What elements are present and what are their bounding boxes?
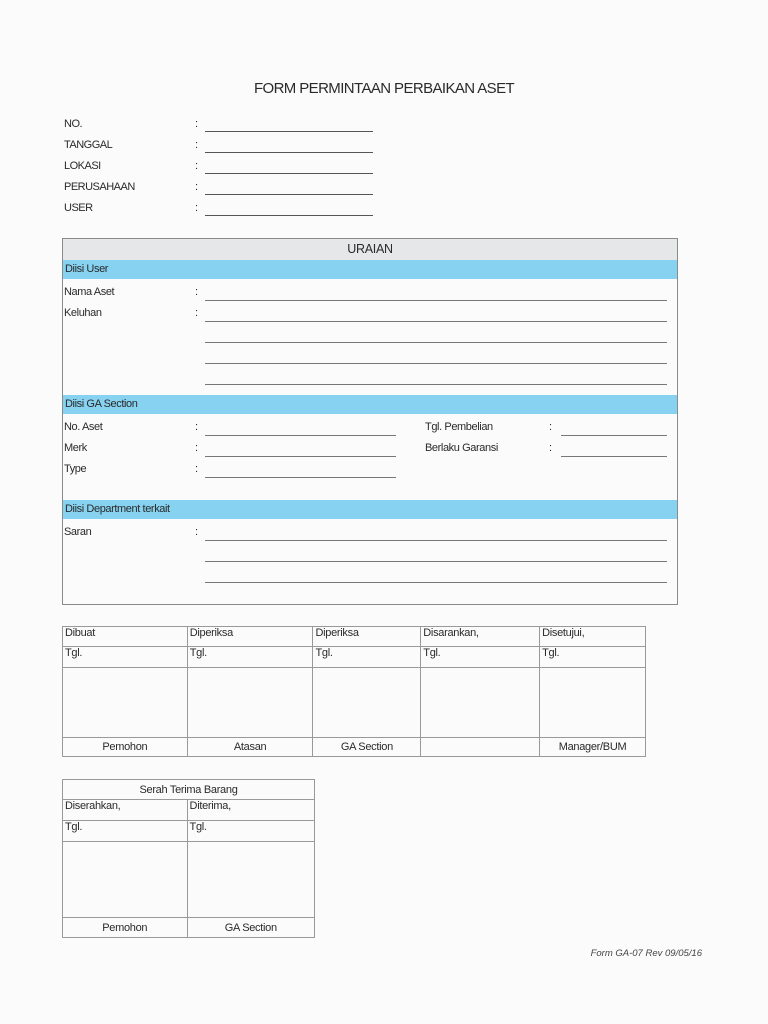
colon: :	[195, 286, 199, 298]
approval-table	[62, 626, 646, 757]
colon: :	[549, 442, 553, 454]
colon: :	[195, 421, 199, 433]
field-line-perusahaan[interactable]	[205, 194, 373, 195]
signature-area[interactable]	[63, 842, 188, 918]
colon: :	[195, 139, 199, 151]
handover-role-row	[63, 918, 315, 938]
label-nama-aset: Nama Aset	[64, 286, 115, 298]
role-pemohon: Pemohon	[63, 918, 188, 938]
approval-tgl-cell[interactable]: Tgl.	[421, 647, 540, 668]
handover-tgl-cell[interactable]: Tgl.	[187, 821, 314, 842]
label-merk: Merk	[64, 442, 87, 454]
approval-tgl-cell[interactable]: Tgl.	[63, 647, 188, 668]
approval-tgl-cell[interactable]: Tgl.	[187, 647, 313, 668]
role-pemohon: Pemohon	[63, 738, 188, 757]
approval-tgl-cell[interactable]: Tgl.	[540, 647, 646, 668]
approval-header-disetujui: Disetujui,	[540, 627, 646, 647]
handover-header-row	[63, 800, 315, 821]
signature-area[interactable]	[313, 668, 421, 738]
handover-header-diserahkan: Diserahkan,	[63, 800, 188, 821]
line-saran-3[interactable]	[205, 582, 667, 583]
label-type: Type	[64, 463, 87, 475]
line-saran-2[interactable]	[205, 561, 667, 562]
handover-title: Serah Terima Barang	[63, 780, 315, 800]
approval-header-row	[63, 627, 646, 647]
colon: :	[195, 307, 199, 319]
line-keluhan-4[interactable]	[205, 384, 667, 385]
field-label-perusahaan: PERUSAHAAN	[64, 181, 135, 193]
uraian-heading: URAIAN	[63, 239, 677, 260]
signature-area[interactable]	[421, 668, 540, 738]
approval-tgl-cell[interactable]: Tgl.	[313, 647, 421, 668]
label-tgl-pembelian: Tgl. Pembelian	[425, 421, 493, 433]
handover-signature-row	[63, 842, 315, 918]
approval-header-disarankan: Disarankan,	[421, 627, 540, 647]
handover-tgl-cell[interactable]: Tgl.	[63, 821, 188, 842]
approval-header-diperiksa-1: Diperiksa	[187, 627, 313, 647]
handover-title-row	[63, 780, 315, 800]
signature-area[interactable]	[187, 668, 313, 738]
field-label-user: USER	[64, 202, 93, 214]
colon: :	[195, 442, 199, 454]
field-line-user[interactable]	[205, 215, 373, 216]
approval-signature-row	[63, 668, 646, 738]
signature-area[interactable]	[187, 842, 314, 918]
line-berlaku-garansi[interactable]	[561, 456, 667, 457]
band-diisi-department: Diisi Department terkait	[63, 500, 677, 519]
band-diisi-user: Diisi User	[63, 260, 677, 279]
line-merk[interactable]	[205, 456, 396, 457]
line-nama-aset[interactable]	[205, 300, 667, 301]
field-line-no[interactable]	[205, 131, 373, 132]
band-diisi-ga-section: Diisi GA Section	[63, 395, 677, 414]
handover-header-diterima: Diterima,	[187, 800, 314, 821]
approval-header-dibuat: Dibuat	[63, 627, 188, 647]
line-keluhan-2[interactable]	[205, 342, 667, 343]
handover-table	[62, 779, 315, 938]
line-no-aset[interactable]	[205, 435, 396, 436]
colon: :	[195, 526, 199, 538]
approval-tgl-row	[63, 647, 646, 668]
line-keluhan-1[interactable]	[205, 321, 667, 322]
form-code-footer: Form GA-07 Rev 09/05/16	[590, 948, 702, 959]
approval-role-row	[63, 738, 646, 757]
field-line-tanggal[interactable]	[205, 152, 373, 153]
uraian-box	[62, 238, 678, 605]
form-title: FORM PERMINTAAN PERBAIKAN ASET	[253, 80, 515, 97]
signature-area[interactable]	[540, 668, 646, 738]
line-saran-1[interactable]	[205, 540, 667, 541]
handover-tgl-row	[63, 821, 315, 842]
role-ga-section: GA Section	[187, 918, 314, 938]
role-atasan: Atasan	[187, 738, 313, 757]
field-label-no: NO.	[64, 118, 83, 130]
colon: :	[195, 202, 199, 214]
role-manager-bum: Manager/BUM	[540, 738, 646, 757]
line-keluhan-3[interactable]	[205, 363, 667, 364]
label-berlaku-garansi: Berlaku Garansi	[425, 442, 498, 454]
colon: :	[549, 421, 553, 433]
role-ga-section: GA Section	[313, 738, 421, 757]
approval-header-diperiksa-2: Diperiksa	[313, 627, 421, 647]
field-line-lokasi[interactable]	[205, 173, 373, 174]
field-label-lokasi: LOKASI	[64, 160, 101, 172]
colon: :	[195, 463, 199, 475]
line-tgl-pembelian[interactable]	[561, 435, 667, 436]
colon: :	[195, 118, 199, 130]
field-label-tanggal: TANGGAL	[64, 139, 113, 151]
line-type[interactable]	[205, 477, 396, 478]
colon: :	[195, 181, 199, 193]
label-keluhan: Keluhan	[64, 307, 102, 319]
signature-area[interactable]	[63, 668, 188, 738]
label-no-aset: No. Aset	[64, 421, 103, 433]
label-saran: Saran	[64, 526, 92, 538]
colon: :	[195, 160, 199, 172]
role-empty	[421, 738, 540, 757]
